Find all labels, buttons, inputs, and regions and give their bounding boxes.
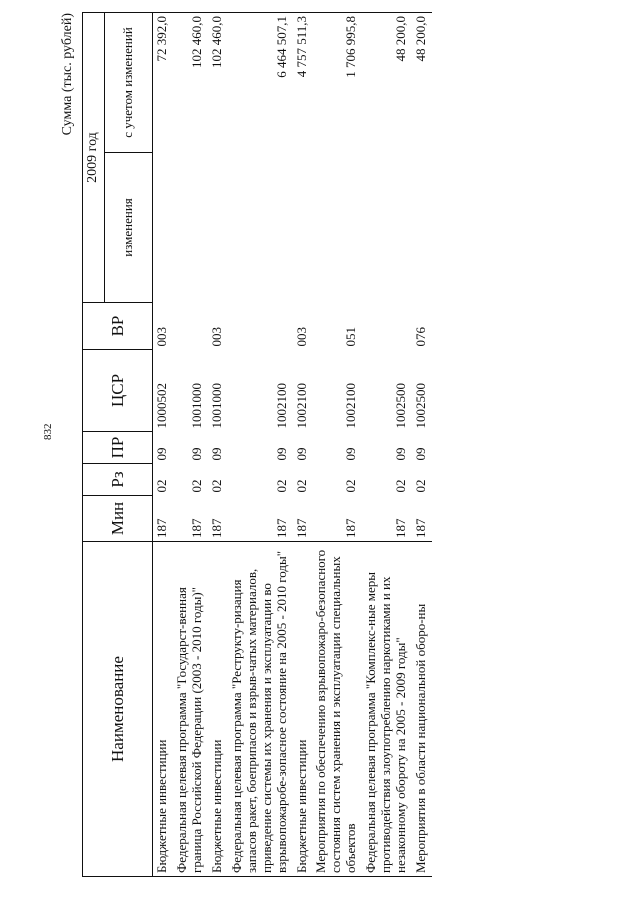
row-total: 102 460,0 xyxy=(173,13,208,153)
row-changes xyxy=(362,153,412,303)
row-changes xyxy=(173,153,208,303)
row-vr: 051 xyxy=(343,327,359,347)
row-vr xyxy=(362,303,412,350)
row-rz: 02 xyxy=(293,479,309,493)
row-rz: 02 xyxy=(343,479,359,493)
row-name: Бюджетные инвестиции xyxy=(293,542,313,877)
table-row xyxy=(362,13,412,877)
row-pr: 09 xyxy=(154,447,169,461)
row-rz: 02 xyxy=(208,479,224,493)
row-total: 6 464 507,1 xyxy=(228,13,293,153)
page-number: 832 xyxy=(42,423,54,440)
row-min: 187 xyxy=(188,518,204,538)
row-name: Бюджетные инвестиции xyxy=(153,542,173,877)
row-total: 4 757 511,3 xyxy=(293,13,313,153)
rotated-table-page xyxy=(52,5,612,885)
row-total: 48 200,0 xyxy=(362,13,412,153)
row-changes xyxy=(228,153,293,303)
row-pr: 09 xyxy=(293,447,309,461)
row-total: 72 392,0 xyxy=(153,13,173,153)
row-rz: 02 xyxy=(413,479,429,493)
header-pr: ПР xyxy=(83,432,153,464)
row-min: 187 xyxy=(413,518,429,538)
row-vr: 003 xyxy=(154,327,169,347)
row-total: 102 460,0 xyxy=(208,13,228,153)
row-csr: 1002100 xyxy=(293,383,309,429)
row-csr: 1002500 xyxy=(393,383,409,429)
unit-label: Сумма (тыс. рублей) xyxy=(60,13,75,136)
row-rz: 02 xyxy=(154,479,169,493)
row-rz: 02 xyxy=(393,479,409,493)
row-min: 187 xyxy=(393,518,409,538)
header-changes: изменения xyxy=(105,153,153,303)
row-min: 187 xyxy=(343,518,359,538)
table-row xyxy=(412,13,432,877)
row-pr: 09 xyxy=(208,447,224,461)
row-min: 187 xyxy=(273,518,289,538)
row-min: 187 xyxy=(154,518,169,538)
row-vr xyxy=(228,303,293,350)
table-row xyxy=(173,13,208,877)
header-vr: ВР xyxy=(83,303,153,350)
row-vr: 076 xyxy=(413,327,429,347)
row-pr: 09 xyxy=(393,447,409,461)
row-pr: 09 xyxy=(343,447,359,461)
row-min: 187 xyxy=(208,518,224,538)
row-csr: 1002100 xyxy=(273,383,289,429)
row-rz: 02 xyxy=(188,479,204,493)
row-total: 1 706 995,8 xyxy=(312,13,362,153)
row-name: Мероприятия по обеспечению взрывопожаро-безопасного состояния систем хранения и эксплуатации специальных объектов xyxy=(312,542,362,877)
row-pr: 09 xyxy=(273,447,289,461)
row-name: Федеральная целевая программа "Государст-венная граница Российской Федерации (2003 - 2010 годы)" xyxy=(173,542,208,877)
table-row xyxy=(208,13,228,877)
row-name: Бюджетные инвестиции xyxy=(208,542,228,877)
row-csr: 1000502 xyxy=(154,383,169,429)
row-csr: 1002100 xyxy=(343,383,359,429)
row-changes xyxy=(412,153,432,303)
row-pr: 09 xyxy=(188,447,204,461)
row-pr: 09 xyxy=(413,447,429,461)
row-total: 48 200,0 xyxy=(412,13,432,153)
header-name: Наименование xyxy=(83,542,153,877)
row-changes xyxy=(312,153,362,303)
row-name: Федеральная целевая программа "Реструкту-ризация запасов ракет, боеприпасов и взрыв-чатых материалов, приведение системы их хранения и эксплуатации во взрывопожаробе-зопасное состояние на 2005 - 2010 годы" xyxy=(228,542,293,877)
row-rz: 02 xyxy=(273,479,289,493)
row-name: Федеральная целевая программа "Комплекс-ные меры противодействия злоупотреблению наркотиками и их незаконному обороту на 2005 - 2009 годы" xyxy=(362,542,412,877)
row-name: Мероприятия в области национальной оборо-ны xyxy=(412,542,432,877)
row-changes xyxy=(293,153,313,303)
row-csr: 1001000 xyxy=(208,383,224,429)
header-with-changes: с учетом изменений xyxy=(105,13,153,153)
table-row xyxy=(312,13,362,877)
row-vr: 003 xyxy=(293,327,309,347)
row-vr xyxy=(173,303,208,350)
row-vr: 003 xyxy=(208,327,224,347)
header-rz: Рз xyxy=(83,464,153,496)
row-changes xyxy=(153,153,173,303)
row-csr: 1001000 xyxy=(188,383,204,429)
table-row xyxy=(293,13,313,877)
header-year: 2009 год xyxy=(83,13,105,303)
row-csr: 1002500 xyxy=(413,383,429,429)
table-row xyxy=(228,13,293,877)
row-changes xyxy=(208,153,228,303)
header-csr: ЦСР xyxy=(83,350,153,432)
budget-table xyxy=(82,12,432,877)
header-min: Мин xyxy=(83,496,153,542)
row-min: 187 xyxy=(293,518,309,538)
table-row xyxy=(153,13,173,877)
